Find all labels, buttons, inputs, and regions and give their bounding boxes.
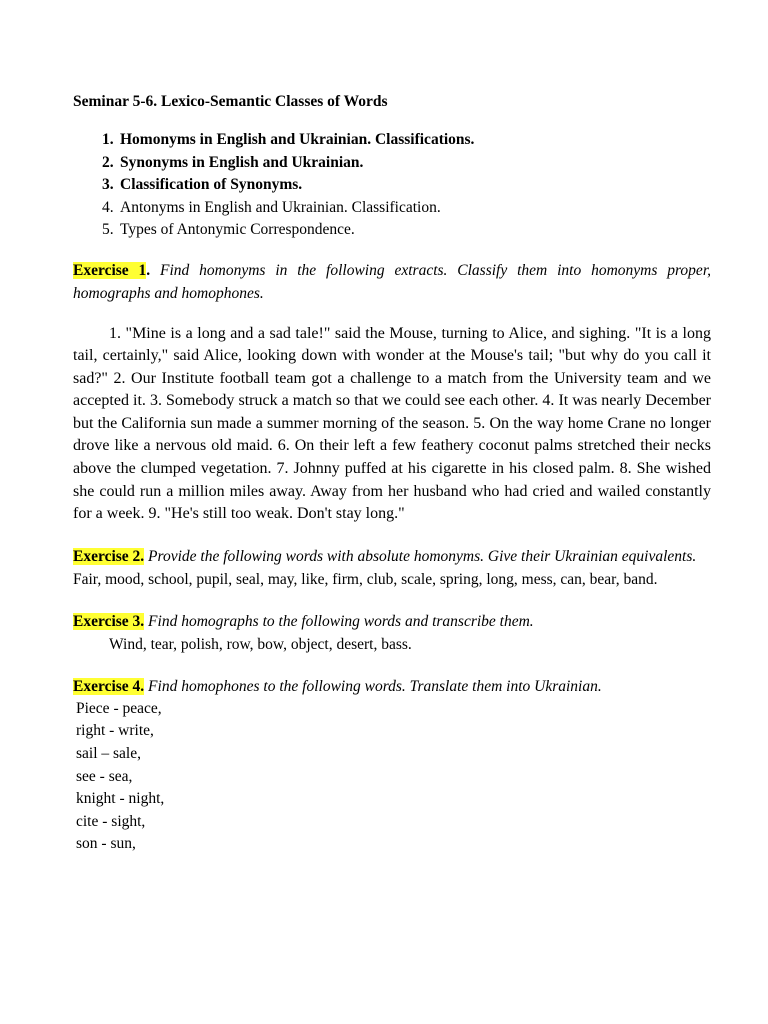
exercise-4-instruction: Find homophones to the following words. Translate them into Ukrainian. <box>148 677 602 695</box>
exercise-3-words: Wind, tear, polish, row, bow, object, desert, bass. <box>109 635 412 653</box>
topic-item <box>73 174 711 197</box>
exercise-1-dot: . <box>146 261 151 279</box>
exercise-3 <box>73 610 711 656</box>
homophone-list <box>73 698 711 856</box>
topic-item <box>73 219 711 242</box>
topic-number: 1. <box>102 131 114 148</box>
topic-text: Homonyms in English and Ukrainian. Classifications. <box>120 131 475 148</box>
topic-text: Types of Antonymic Correspondence. <box>120 221 355 238</box>
homophone-pair: see - sea, <box>76 767 133 785</box>
document-page <box>73 92 711 875</box>
homophone-pair: knight - night, <box>76 790 165 808</box>
topic-list <box>73 129 711 242</box>
homophone-pair: sail – sale, <box>76 745 141 763</box>
exercise-4 <box>73 675 711 856</box>
exercise-1 <box>73 259 711 526</box>
topic-text: Antonyms in English and Ukrainian. Classification. <box>120 198 441 216</box>
topic-number: 5. <box>102 221 114 238</box>
exercise-2-label: Exercise 2. <box>73 547 145 565</box>
topic-number: 4. <box>102 198 114 216</box>
exercise-2-instruction: Provide the following words with absolute homonyms. Give their Ukrainian equivalents. <box>148 547 697 565</box>
homophone-pair: son - sun, <box>76 835 136 853</box>
homophone-pair: right - write, <box>76 722 154 740</box>
topic-text: Synonyms in English and Ukrainian. <box>120 153 364 171</box>
exercise-2 <box>73 545 711 591</box>
exercise-1-text: 1. "Mine is a long and a sad tale!" said the Mouse, turning to Alice, and sighing. "It is a long tail, certainly," said Alice, looking down with wonder at the Mouse's tail; "but why do you call it sad?" 2. Our Institute football team got a challenge to a match from the University team and we accepted it. 3. Somebody struck a match so that we could see each other. 4. It was nearly December but the California sun made a summer morning of the season. 5. On the way home Crane no longer drove like a nervous old maid. 6. On their left a few feathery coconut palms stretched their necks above the clumped vegetation. 7. Johnny puffed at his cigarette in his closed palm. 8. She wished she could run a million miles away. Away from her husband who had cried and wailed constantly for a week. 9. "He's still too weak. Don't stay long." <box>73 324 711 523</box>
exercise-1-label: Exercise 1 <box>73 261 147 279</box>
exercise-3-label: Exercise 3. <box>73 612 145 630</box>
topic-number: 2. <box>102 153 114 171</box>
exercise-4-label: Exercise 4. <box>73 677 145 695</box>
exercise-3-instruction: Find homographs to the following words and transcribe them. <box>148 612 534 630</box>
exercise-2-words: Fair, mood, school, pupil, seal, may, like, firm, club, scale, spring, long, mess, can, bear, band. <box>73 570 658 588</box>
homophone-pair: Piece - peace, <box>76 699 162 717</box>
topic-item <box>73 129 711 152</box>
topic-text: Classification of Synonyms. <box>120 176 303 193</box>
exercise-1-instruction: Find homonyms in the following extracts. Classify them into homonyms proper, homographs and homophones. <box>73 261 712 302</box>
topic-number: 3. <box>102 176 114 193</box>
topic-item <box>73 152 711 175</box>
homophone-pair: cite - sight, <box>76 812 146 830</box>
page-title: Seminar 5-6. Lexico-Semantic Classes of Words <box>73 93 388 110</box>
topic-item <box>73 197 711 220</box>
